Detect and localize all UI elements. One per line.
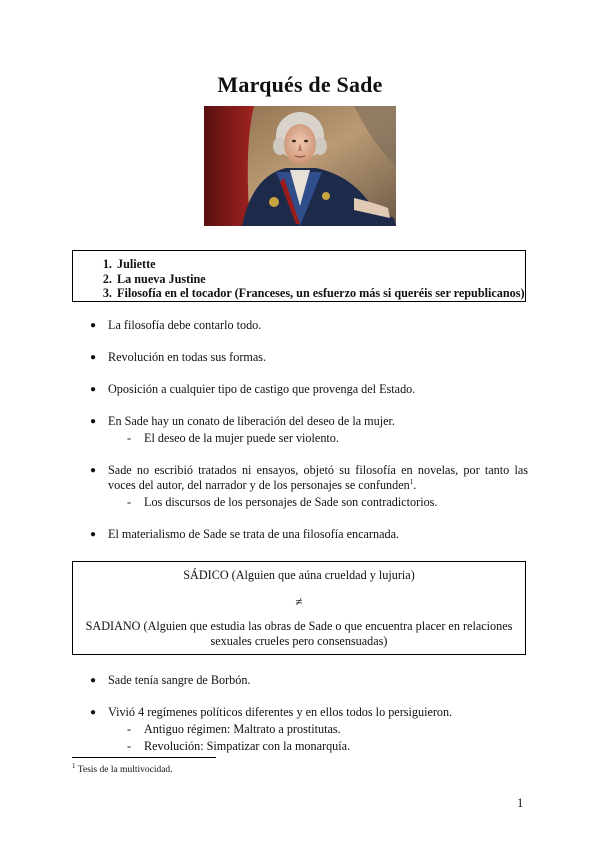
list-item [88, 414, 528, 446]
dash-icon: - [127, 739, 132, 753]
sub-item [108, 739, 528, 754]
portrait-image [204, 106, 396, 226]
footnote [72, 761, 173, 776]
bullet-icon: ● [90, 465, 97, 476]
sadico-definition: SÁDICO (Alguien que aúna crueldad y lujuria) [183, 568, 415, 582]
sub-item [108, 495, 528, 510]
dash-icon: - [127, 495, 132, 509]
works-list [73, 251, 525, 301]
list-item [88, 673, 528, 688]
work-item: 1. Juliette [115, 257, 525, 272]
not-equal-symbol: ≠ [295, 594, 303, 609]
bullet-icon: ● [90, 675, 97, 686]
bullet-icon: ● [90, 529, 97, 540]
footnote-ref[interactable]: 1 [409, 477, 414, 486]
portrait-painting [204, 106, 396, 226]
list-item [88, 705, 528, 754]
sub-item [108, 722, 528, 737]
key-points-list [88, 318, 528, 559]
bullet-icon: ● [90, 707, 97, 718]
bullet-icon: ● [90, 416, 97, 427]
list-item [88, 382, 528, 397]
bullet-icon: ● [90, 352, 97, 363]
dash-icon: - [127, 722, 132, 736]
list-item-text: El materialismo de Sade se trata de una filosofía encarnada. [108, 527, 400, 541]
sub-item-text: El deseo de la mujer puede ser violento. [144, 431, 339, 445]
footnote-text: Tesis de la multivocidad. [77, 765, 173, 775]
sadiano-definition: SADIANO (Alguien que estudia las obras de Sade o que encuentra placer en relaciones sexuales crueles pero consensuadas) [85, 619, 513, 648]
page-number: 1 [517, 796, 524, 810]
work-item: 3. Filosofía en el tocador (Franceses, un esfuerzo más si queréis ser republicanos) [115, 286, 525, 301]
sub-item [108, 431, 528, 446]
list-item-text: La filosofía debe contarlo todo. [108, 318, 262, 332]
work-item: 2. La nueva Justine [115, 272, 525, 287]
list-item-text: Vivió 4 regímenes políticos diferentes y en ellos todos lo persiguieron. [108, 705, 453, 719]
bullet-icon: ● [90, 384, 97, 395]
footnote-number: 1 [72, 761, 76, 770]
list-item [88, 350, 528, 365]
list-item-text: Sade no escribió tratados ni ensayos, objetó su filosofía en novelas, por tanto las voces del autor, del narrador y de los personajes se confunden [108, 463, 528, 492]
bullet-icon: ● [90, 320, 97, 331]
works-list-box [72, 250, 526, 302]
page-title: Marqués de Sade [217, 72, 383, 97]
list-item [88, 318, 528, 333]
sub-item-text: Antiguo régimen: Maltrato a prostitutas. [144, 722, 341, 736]
list-item-text: Revolución en todas sus formas. [108, 350, 267, 364]
list-item-text: Sade tenía sangre de Borbón. [108, 673, 251, 687]
sub-item-text: Revolución: Simpatizar con la monarquía. [144, 739, 351, 753]
list-item [88, 527, 528, 542]
dash-icon: - [127, 431, 132, 445]
sub-item-text: Los discursos de los personajes de Sade son contradictorios. [144, 495, 438, 509]
list-item-text: En Sade hay un conato de liberación del deseo de la mujer. [108, 414, 395, 428]
footnote-divider [72, 757, 216, 758]
definition-box [72, 561, 526, 655]
list-item [88, 463, 528, 510]
list-item-text-end: . [413, 478, 417, 492]
list-item-text: Oposición a cualquier tipo de castigo que provenga del Estado. [108, 382, 416, 396]
